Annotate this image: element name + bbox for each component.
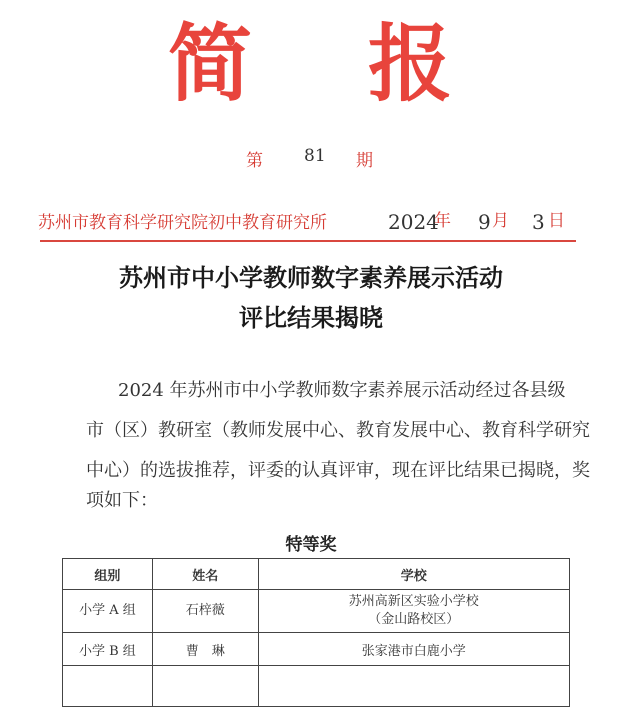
table-row (63, 633, 570, 666)
body-line-4: 项如下： (86, 490, 158, 511)
header-name: 姓名 (152, 559, 258, 590)
date-month: 9 (478, 210, 491, 234)
cell-school-line-1: 苏州高新区实验小学校 (348, 594, 479, 609)
body-line-2: 市（区）教研室（教师发展中心、教育发展中心、教育科学研究 (86, 420, 590, 441)
issue-suffix: 期 (356, 151, 373, 171)
table-row (63, 666, 570, 707)
date-month-unit: 月 (492, 211, 509, 231)
header-group: 组别 (63, 559, 153, 590)
body-line-3: 中心）的选拔推荐，评委的认真评审，现在评比结果已揭晓，奖 (86, 460, 590, 481)
date-day-unit: 日 (548, 211, 565, 231)
award-table (62, 558, 570, 707)
date-day: 3 (532, 210, 545, 234)
masthead-char-1: 简 (168, 15, 253, 113)
cell-school (258, 666, 569, 707)
masthead-char-2: 报 (368, 15, 453, 113)
cell-group (63, 666, 153, 707)
cell-school: 张家港市白鹿小学 (258, 633, 569, 666)
cell-school (258, 590, 569, 633)
issue-prefix: 第 (246, 151, 263, 171)
cell-school-line-2: （金山路校区） (368, 612, 460, 627)
header-school: 学校 (258, 559, 569, 590)
header-divider (40, 240, 576, 242)
body-line-1: 2024 年苏州市中小学教师数字素养展示活动经过各县级 (118, 380, 566, 401)
table-header-row (63, 559, 570, 590)
date-year-unit: 年 (434, 211, 451, 231)
organization-name: 苏州市教育科学研究院初中教育研究所 (38, 213, 327, 233)
award-title: 特等奖 (285, 535, 337, 555)
date-year: 2024 (388, 210, 439, 234)
cell-name: 石梓薇 (152, 590, 258, 633)
cell-name: 曹 琳 (152, 633, 258, 666)
issue-value: 81 (304, 146, 326, 166)
article-title-line-1: 苏州市中小学教师数字素养展示活动 (119, 264, 503, 292)
article-title-line-2: 评比结果揭晓 (239, 304, 383, 332)
cell-name (152, 666, 258, 707)
cell-group: 小学 B 组 (63, 633, 153, 666)
table-row (63, 590, 570, 633)
issue-number (0, 146, 622, 170)
cell-group: 小学 A 组 (63, 590, 153, 633)
masthead-title (0, 14, 622, 114)
